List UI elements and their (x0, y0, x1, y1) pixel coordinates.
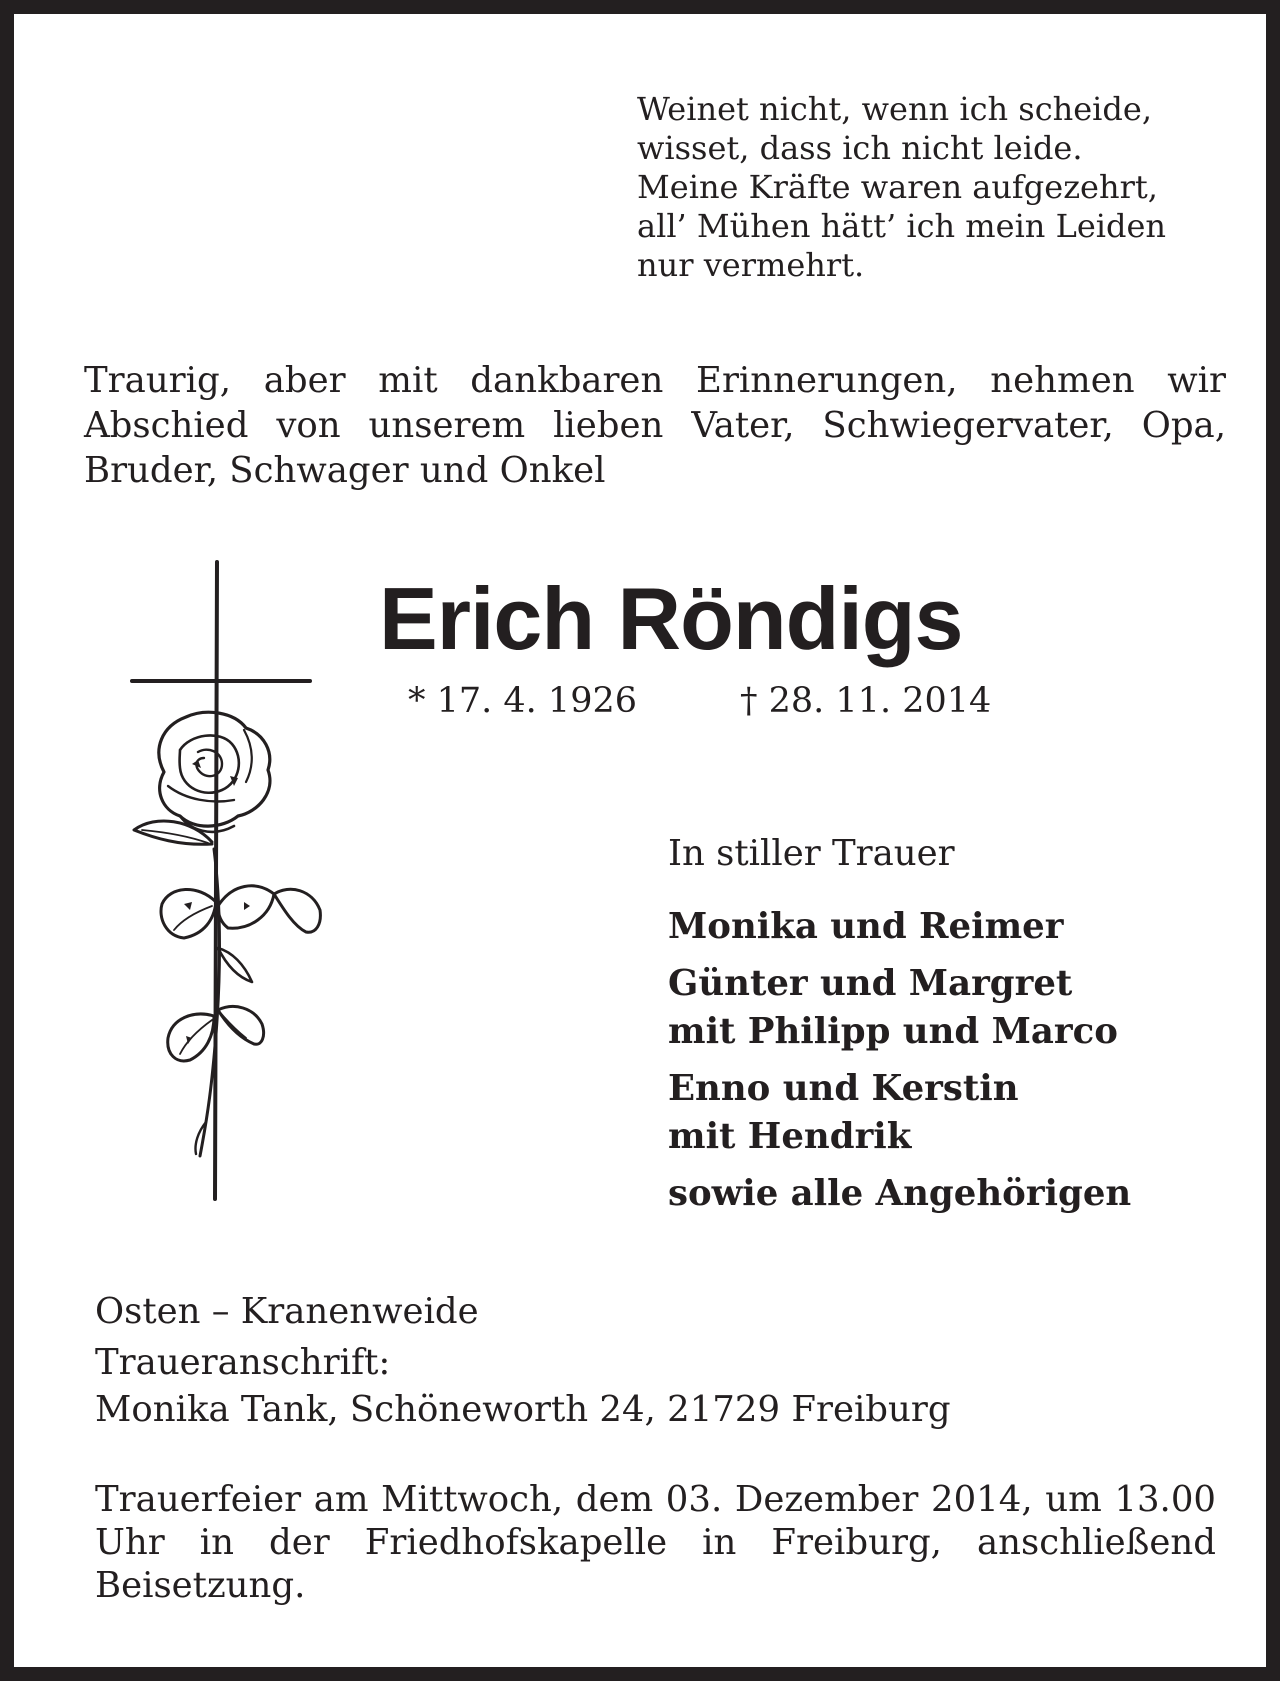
birth-date: * 17. 4. 1926 (408, 681, 638, 721)
mourner-group: Enno und Kerstin mit Hendrik (668, 1068, 1019, 1157)
mourning-address: Traueranschrift: Monika Tank, Schöneworth 24, 21729 Freiburg (95, 1342, 951, 1430)
mourner-group: Günter und Margret mit Philipp und Marco (668, 963, 1118, 1052)
funeral-service-info: Trauerfeier am Mittwoch, dem 03. Dezember 2014, um 13.00 Uhr in der Friedhofskapelle in Freiburg, anschließend Beisetzung. (95, 1479, 1216, 1606)
cross-with-rose-icon (94, 554, 334, 1214)
death-date: † 28. 11. 2014 (740, 681, 992, 721)
intro-text: Traurig, aber mit dankbaren Erinnerungen, nehmen wir Abschied von unserem lieben Vater, Schwiegervater, Opa, Bruder, Schwager und Onkel (84, 360, 1226, 491)
mourner-group: Monika und Reimer (668, 906, 1064, 947)
mourners-list (668, 903, 1131, 1227)
mourner-group: sowie alle Angehörigen (668, 1173, 1132, 1214)
place-line: Osten – Kranenweide (95, 1291, 479, 1332)
deceased-name: Erich Röndigs (379, 569, 963, 668)
poem: Weinet nicht, wenn ich scheide, wisset, dass ich nicht leide. Meine Kräfte waren aufgezehrt, all’ Mühen hätt’ ich mein Leiden nur vermehrt. (637, 90, 1167, 284)
mourning-intro: In stiller Trauer (668, 833, 955, 874)
